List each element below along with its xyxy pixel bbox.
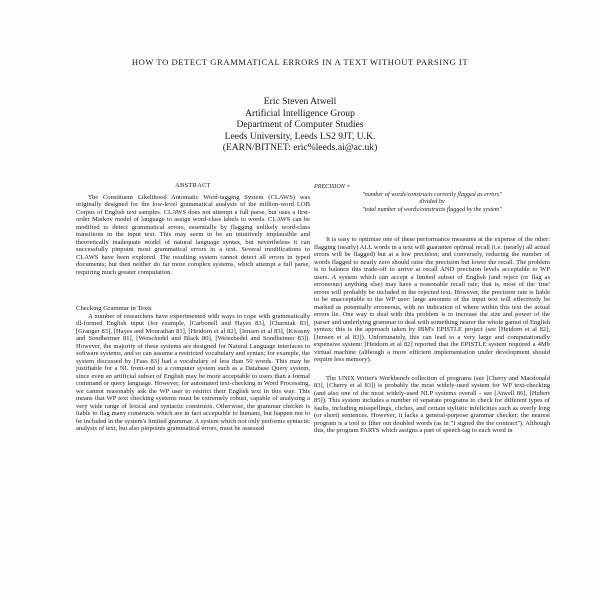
section-heading: Checking Grammar in Texts bbox=[76, 305, 152, 312]
precision-divider: divided by bbox=[419, 199, 445, 205]
author-affiliation-department: Department of Computer Studies bbox=[236, 119, 364, 131]
paper-title: HOW TO DETECT GRAMMATICAL ERRORS IN A TEXT WITHOUT PARSING IT bbox=[131, 57, 469, 67]
precision-numerator: "number of words/constructs correctly flagged as errors" bbox=[362, 191, 502, 198]
left-column bbox=[76, 182, 310, 433]
right-paragraph-2: The UNIX Writer's Workbench collection of programs (see [Cherry and Macdonald 83], [Cherry et al 83]) is probably the most widely-used system for WP text-checking (and also one of the most widely-used NLP systems overall - see [Atwell 86], [Hubert 85]). This system includes a number of separate programs to check for different types of faults, including misspellings, cliches, and certain stylistic infelicities such as overly long (or short) sentences. However, it lacks a general-purpose grammar checker; the nearest program is a tool to filter out doubled words (as in "I signed the the contract"). Although this, the program PARTS which assigns a part of speech tag to each word in bbox=[314, 374, 550, 434]
right-paragraph-1: It is easy to optimise one of these performance measures at the expense of the other: flagging (nearly) ALL words in a text will guarantee optimal recall (i.e. (nearly) all actual errors will be flagged) but at a low precision; and conversely, reducing the number of words flagged to nearly zero should raise the precision but lower the recall. The problem is to balance this trade-off to arrive at recall AND precision levels acceptable to WP users. A system which can accept a limited subset of English (and reject (or flag as erroneous) anything else) may have a reasonable recall rate; that is, most of the 'true' errors will probably be included in the rejected text. However, the precision rate is liable to be unacceptable to the WP user: large amounts of the input text will effectively be marked as potentially erroneous, with no indication of where within this text the actual errors lie. One way to deal with this problem is to increase the size and power of the parser and underlying grammar to deal with something nearer the whole gamut of English syntax; this is the approach taken by IBM's EPISTLE project (see [Heidorn et al 82], [Jensen et al 83]). Unfortunately, this can lead to a very large and computationally expensive system: [Heidorn et al 82] reported that the EPISTLE system required a 4Mb virtual machine (although a more efficient implementation under development should require less memory). bbox=[314, 236, 550, 363]
author-email: (EARN/BITNET: eric%leeds.ai@ac.uk) bbox=[222, 142, 378, 154]
author-affiliation-group: Artificial Intelligence Group bbox=[245, 107, 355, 119]
author-address: Leeds University, Leeds LS2 9JT, U.K. bbox=[224, 130, 376, 142]
precision-denominator: "total number of words/constructs flagged by the system" bbox=[362, 206, 502, 213]
precision-label: PRECISION = bbox=[314, 184, 351, 190]
section-text: A number of researchers have experimented with ways to cope with grammatically ill-formed English input (for example, [Carbonell and Hayes 83], [Charniak 83], [Granger 83], [Hayes and Mouradian 81], [Heidorn et al 82], [Jensen et al 83], [Kwasny and Sondheimer 81], [Weischedel and Black 80], [Weischedel and Sondheimer 83]). However, the majority of these systems are designed for Natural Language interfaces to software systems, and so can assume a restricted vocabulary and syntax; for example, the system discussed by [Fass 83] had a vocabulary of less than 50 words. This may be justifiable for a NL front-end to a computer system such as a Database Query system, since even an artificial subset of English may be more acceptable to users than a formal command or query language. However, for automated text-checking in Word Processing, we cannot reasonably ask the WP user to restrict their English text in this way. This means that WP text checking systems must be extremely robust, capable of analysing a very wide range of lexical and syntactic constructs. Otherwise, the grammar checker is liable to flag many constructs which are in fact acceptable to humans, but happen not to be included in the system's limited grammar. A system which not only performs syntactic analysis of text, but also pinpoints grammatical errors, must be assessed bbox=[76, 312, 310, 432]
abstract-heading: ABSTRACT bbox=[175, 182, 211, 189]
author-name: Eric Steven Atwell bbox=[263, 96, 337, 107]
precision-formula bbox=[314, 184, 550, 214]
right-column bbox=[314, 184, 550, 435]
author-block bbox=[0, 96, 600, 154]
abstract-text: The Constituent Likelihood Automatic Word-tagging System (CLAWS) was originally designed for the low-level grammatical analysis of the million-word LOB Corpus of English text samples. CLAWS does not attempt a full parse, but uses a first-order Markov model of language to assign word-class labels to words. CLAWS can be modified to detect grammatical errors, essentially by flagging unlikely word-class transitions in the input text. This may seem to be an intuitively implausible and theoretically inadequate model of natural language syntax, but nevertheless it can successfully pinpoint most grammatical errors in a text. Several modifications to CLAWS have been explored. The resulting system cannot detect all errors in typed documents; but then neither do far more complex systems, which attempt a full parse, requiring much greater computation. bbox=[76, 193, 310, 276]
